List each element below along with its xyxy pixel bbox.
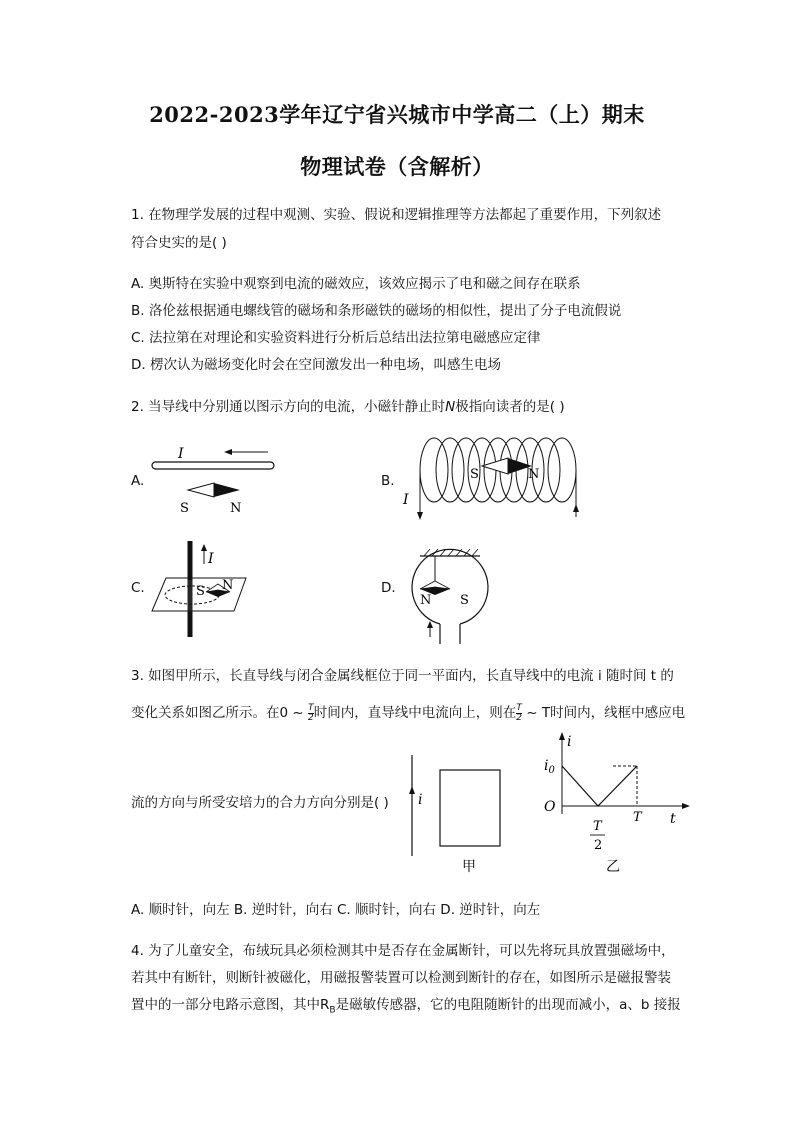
current-line (562, 766, 637, 806)
current-label-c: I (208, 551, 214, 567)
q3-line3: 流的方向与所受安培力的合力方向分别是( ) (131, 795, 389, 811)
q3-figure-jia (404, 752, 514, 877)
graph-i0-sub: 0 (548, 765, 555, 776)
needle-n-a (214, 483, 240, 497)
q2-figure-c (148, 538, 258, 640)
t-axis-arrow (682, 803, 690, 809)
needle-s-label-c: S (196, 584, 205, 599)
coil-loop (436, 438, 464, 502)
graph-i0-main: i (544, 758, 549, 774)
long-wire-arrow (409, 786, 415, 794)
graph-origin-label: O (544, 799, 556, 815)
current-arrowhead-c (201, 544, 207, 551)
exam-subtitle: 物理试卷（含解析） (300, 154, 494, 179)
exam-title: 2022-2023学年辽宁省兴城市中学高二（上）期末 (149, 102, 645, 127)
needle-s-label-a: S (180, 501, 189, 516)
coil-loop (420, 438, 448, 502)
needle-n-label-b: N (528, 467, 540, 482)
fig-yi-label: 乙 (606, 859, 620, 875)
frac-den: 2 (516, 712, 522, 723)
q2-option-c-label: C. (131, 580, 145, 596)
q1-stem-line1: 1. 在物理学发展的过程中观测、实验、假说和逻辑推理等方法都起了重要作用，下列叙述 (131, 207, 662, 223)
needle-s-label-d: S (460, 593, 469, 608)
q2-stem-var: N (445, 399, 456, 415)
current-arrowhead-d (427, 621, 433, 628)
wire-current-label: i (418, 792, 423, 808)
q2-stem (131, 397, 565, 417)
wire-a (152, 462, 274, 469)
q2-figure-b (398, 432, 588, 524)
current-arrowhead-a (224, 449, 232, 455)
q2-stem-pre: 2. 当导线中分别通以图示方向的电流，小磁针静止时 (131, 399, 446, 415)
graph-t-label: t (670, 811, 676, 827)
coil-loop (548, 438, 576, 502)
q2-figure-d (400, 534, 500, 644)
q3-figure-yi (538, 728, 698, 876)
q1-option-a: A. 奥斯特在实验中观察到电流的磁效应，该效应揭示了电和磁之间存在联系 (131, 276, 581, 292)
wire-loop-d (412, 549, 488, 624)
graph-i0-label (544, 758, 555, 776)
q1-option-d: D. 楞次认为磁场变化时会在空间激发出一种电场，叫感生电场 (131, 357, 501, 373)
q4-line3-post: 是磁敏传感器，它的电阻随断针的出现而减小，a、b 接报 (335, 997, 681, 1013)
q4-line3-pre: 置中的一部分电路示意图，其中R (131, 997, 330, 1013)
q3-line2-mid: 时间内，直导线中电流向上，则在 (313, 705, 517, 721)
needle-s-a (188, 483, 214, 497)
q4-line2: 若其中有断针，则断针被磁化，用磁报警装置可以检测到断针的存在，如图所示是磁报警装 (131, 970, 671, 986)
metal-frame (440, 770, 500, 846)
lead-right-arrow (573, 504, 579, 512)
graph-i-label: i (567, 734, 572, 750)
frac-den: 2 (307, 712, 314, 723)
current-label-a: I (178, 446, 184, 462)
q4-line1: 4. 为了儿童安全，布绒玩具必须检测其中是否存在金属断针，可以先将玩具放置强磁场中， (131, 943, 675, 959)
q2-option-b-label: B. (381, 473, 395, 489)
i-axis-arrow (559, 732, 565, 740)
q4-rb-sub: B (329, 1005, 336, 1016)
fig-jia-label: 甲 (462, 859, 476, 875)
needle-n-label-c: N (222, 578, 234, 593)
lead-left-arrow (417, 512, 423, 520)
q2-option-d-label: D. (381, 580, 396, 596)
needle-n-label-d: N (420, 593, 432, 608)
q1-option-b: B. 洛伦兹根据通电螺线管的磁场和条形磁铁的磁场的相似性，提出了分子电流假说 (131, 303, 622, 319)
frac-num: T (516, 702, 522, 713)
q3-line2-pre: 变化关系如图乙所示。在0 ~ (131, 705, 308, 721)
q3-line2-post: ~ T时间内，线框中感应电 (521, 705, 686, 721)
q2-figure-a (148, 440, 283, 520)
q3-options: A. 顺时针，向左 B. 逆时针，向右 C. 顺时针，向右 D. 逆时针，向左 (131, 902, 541, 918)
graph-half-num: T (593, 819, 602, 834)
q2-option-a-label: A. (131, 473, 145, 489)
current-label-b: I (403, 492, 409, 508)
needle-s-label-b: S (470, 467, 479, 482)
q2-stem-post: 极指向读者的是( ) (455, 399, 565, 415)
q4-line3 (131, 995, 681, 1021)
frac-num: T (308, 702, 314, 713)
needle-n-label-a: N (230, 501, 242, 516)
q3-line2 (131, 703, 685, 723)
graph-T-label: T (633, 810, 642, 825)
graph-half-den: 2 (594, 838, 603, 853)
q1-stem-line2: 符合史实的是( ) (131, 235, 227, 251)
q1-option-c: C. 法拉第在对理论和实验资料进行分析后总结出法拉第电磁感应定律 (131, 330, 541, 346)
q3-line1: 3. 如图甲所示，长直导线与闭合金属线框位于同一平面内，长直导线中的电流 i 随时间 t 的 (131, 668, 674, 684)
